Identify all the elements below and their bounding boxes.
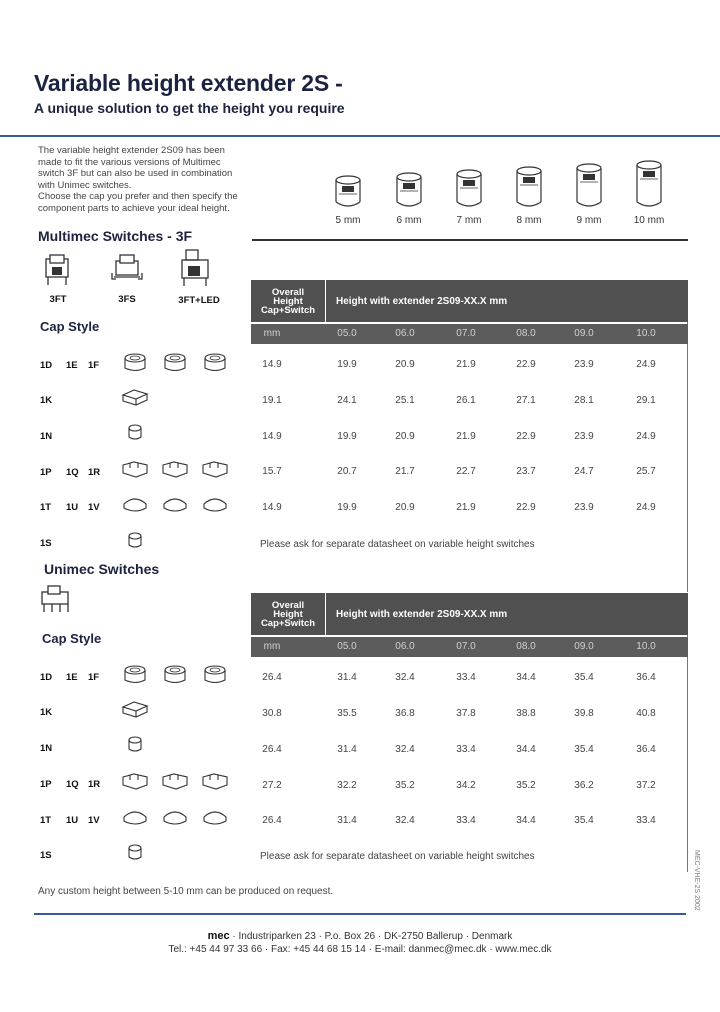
table-cell: 27.2 — [262, 780, 282, 791]
cap-code: 1E — [66, 360, 78, 371]
cap-code: 1E — [66, 672, 78, 683]
cap-icon — [200, 771, 230, 793]
unimec-switch — [36, 586, 76, 619]
table-note: Please ask for separate datasheet on variable height switches — [260, 539, 535, 550]
header-rule — [0, 135, 720, 137]
table-header-overall — [251, 593, 326, 635]
table-cell: 22.9 — [516, 502, 536, 513]
multimec-heading: Multimec Switches - 3F — [38, 228, 193, 244]
cap-code: 1V — [88, 502, 100, 513]
cap-code: 1T — [40, 502, 52, 513]
column-header: 10.0 — [636, 641, 656, 652]
column-header: 08.0 — [516, 328, 536, 339]
custom-height-note: Any custom height between 5-10 mm can be produced on request. — [38, 886, 334, 897]
table-cell: 26.1 — [456, 395, 476, 406]
footer-rule — [34, 913, 686, 915]
table-cell: 35.4 — [574, 672, 594, 683]
cap-code: 1V — [88, 815, 100, 826]
table-cell: 20.9 — [395, 431, 415, 442]
unimec-heading: Unimec Switches — [44, 561, 160, 577]
table-cell: 33.4 — [636, 815, 656, 826]
table-cell: 28.1 — [574, 395, 594, 406]
cap-icon — [160, 807, 190, 829]
intro-line: made to fit the various versions of Multimec — [38, 156, 221, 168]
table-cell: 23.9 — [574, 502, 594, 513]
table-cell: 29.1 — [636, 395, 656, 406]
extender-icon — [452, 170, 486, 216]
header-line: Cap+Switch — [260, 617, 316, 629]
cap-icon — [120, 352, 150, 374]
side-print: MEC-VHE-2S 2002 — [693, 850, 700, 911]
table-cell: 35.4 — [574, 815, 594, 826]
footer-brand: mec — [207, 930, 230, 942]
cap-icon — [120, 387, 150, 409]
table-cell: 19.1 — [262, 395, 282, 406]
table-cell: 15.7 — [262, 466, 282, 477]
extender-label: 5 mm — [335, 215, 361, 226]
table-cell: 23.9 — [574, 431, 594, 442]
table-cell: 31.4 — [337, 744, 357, 755]
table-cell: 24.7 — [574, 466, 594, 477]
cap-icon — [200, 664, 230, 686]
table-cell: 40.8 — [636, 708, 656, 719]
header-line: Height — [273, 608, 303, 620]
column-header: 05.0 — [337, 641, 357, 652]
table-cell: 35.2 — [395, 780, 415, 791]
page-title: Variable height extender 2S - — [34, 70, 343, 96]
cap-code: 1Q — [66, 467, 79, 478]
cap-icon — [160, 771, 190, 793]
table-cell: 32.4 — [395, 672, 415, 683]
table-cell: 24.9 — [636, 502, 656, 513]
cap-icon — [160, 494, 190, 516]
cap-code: 1N — [40, 431, 53, 442]
table-cell: 38.8 — [516, 708, 536, 719]
cap-icon — [120, 735, 150, 757]
intro-line: Choose the cap you prefer and then specify the — [38, 191, 238, 203]
table-cell: 34.2 — [456, 780, 476, 791]
table-cell: 24.9 — [636, 359, 656, 370]
switch-label: 3FS — [118, 294, 136, 305]
extender-icon — [572, 164, 606, 210]
table-cell: 25.7 — [636, 466, 656, 477]
page-subtitle: A unique solution to get the height you require — [34, 100, 345, 116]
cap-icon — [120, 842, 150, 864]
table-cell: 26.4 — [262, 744, 282, 755]
cap-code: 1T — [40, 815, 52, 826]
table-header-extender: Height with extender 2S09-XX.X mm — [326, 280, 688, 322]
cap-code: 1S — [40, 538, 52, 549]
table-cell: 14.9 — [262, 431, 282, 442]
cap-code: 1U — [66, 502, 79, 513]
table-cell: 25.1 — [395, 395, 415, 406]
table-cell: 20.9 — [395, 502, 415, 513]
intro-line: component parts to achieve your ideal height. — [38, 202, 230, 214]
table-cell: 20.9 — [395, 359, 415, 370]
table-cell: 34.4 — [516, 815, 536, 826]
header-line: Height — [273, 295, 303, 307]
cap-icon — [120, 771, 150, 793]
table-cell: 21.7 — [395, 466, 415, 477]
cap-icon — [120, 530, 150, 552]
table-cell: 26.4 — [262, 815, 282, 826]
cap-code: 1K — [40, 395, 53, 406]
switch-label: 3FT+LED — [178, 295, 220, 306]
cap-code: 1P — [40, 779, 52, 790]
table-cell: 39.8 — [574, 708, 594, 719]
table-cell: 22.9 — [516, 359, 536, 370]
cap-icon — [200, 494, 230, 516]
header-line: Overall — [271, 286, 305, 298]
switch-3ft-led-icon — [170, 248, 228, 288]
cap-code: 1F — [88, 672, 100, 683]
cap-code: 1R — [88, 467, 101, 478]
table-cell: 34.4 — [516, 744, 536, 755]
cap-code: 1U — [66, 815, 79, 826]
column-header: 08.0 — [516, 641, 536, 652]
header-line: Overall — [271, 599, 305, 611]
cap-code: 1S — [40, 850, 52, 861]
table-cell: 20.7 — [337, 466, 357, 477]
table-cell: 33.4 — [456, 815, 476, 826]
unimec-switch-icon — [36, 586, 76, 614]
table-cell: 24.1 — [337, 395, 357, 406]
table-cell: 22.9 — [516, 431, 536, 442]
table-cell: 33.4 — [456, 672, 476, 683]
extender-icon — [392, 173, 426, 219]
cap-icon — [200, 352, 230, 374]
table-cell: 35.5 — [337, 708, 357, 719]
column-header: 09.0 — [574, 328, 594, 339]
extender-label: 6 mm — [396, 215, 422, 226]
cap-style-heading: Cap Style — [42, 631, 102, 646]
cap-style-heading: Cap Style — [40, 319, 100, 334]
cap-code: 1R — [88, 779, 101, 790]
cap-code: 1N — [40, 743, 53, 754]
footer-contact: Tel.: +45 44 97 33 66 · Fax: +45 44 68 15 14 · E-mail: danmec@mec.dk · www.mec.dk — [168, 944, 552, 955]
cap-code: 1F — [88, 360, 100, 371]
intro-text — [38, 145, 278, 215]
cap-code: 1D — [40, 360, 53, 371]
cap-code: 1Q — [66, 779, 79, 790]
table-cell: 35.2 — [516, 780, 536, 791]
table-header-overall — [251, 280, 326, 322]
table-cell: 33.4 — [456, 744, 476, 755]
column-header: 07.0 — [456, 641, 476, 652]
table-cell: 24.9 — [636, 431, 656, 442]
table-cell: 19.9 — [337, 431, 357, 442]
table-cell: 35.4 — [574, 744, 594, 755]
column-header: 07.0 — [456, 328, 476, 339]
cap-icon — [120, 423, 150, 445]
extender-underline — [252, 239, 688, 241]
table-cell: 34.4 — [516, 672, 536, 683]
column-header: 09.0 — [574, 641, 594, 652]
table-cell: 22.7 — [456, 466, 476, 477]
cap-code: 1P — [40, 467, 52, 478]
switch-3ft-icon — [38, 255, 78, 287]
table-column-headers — [251, 324, 688, 344]
table-cell: 32.4 — [395, 815, 415, 826]
cap-code: 1K — [40, 707, 53, 718]
table-cell: 14.9 — [262, 359, 282, 370]
extender-label: 10 mm — [633, 215, 665, 226]
cap-icon — [120, 807, 150, 829]
column-header: 06.0 — [395, 641, 415, 652]
switch-3ft — [38, 255, 78, 303]
table-cell: 37.2 — [636, 780, 656, 791]
table-cell: 23.9 — [574, 359, 594, 370]
extender-label: 8 mm — [516, 215, 542, 226]
table-cell: 21.9 — [456, 502, 476, 513]
table-cell: 36.8 — [395, 708, 415, 719]
switch-3fs — [106, 255, 148, 303]
table-cell: 36.4 — [636, 672, 656, 683]
cap-icon — [120, 459, 150, 481]
column-header: 05.0 — [337, 328, 357, 339]
table-cell: 14.9 — [262, 502, 282, 513]
table-cell: 30.8 — [262, 708, 282, 719]
table-cell: 37.8 — [456, 708, 476, 719]
cap-icon — [160, 352, 190, 374]
table-note: Please ask for separate datasheet on variable height switches — [260, 851, 535, 862]
table-cell: 36.2 — [574, 780, 594, 791]
cap-icon — [200, 459, 230, 481]
table-column-headers — [251, 637, 688, 657]
footer-address-text: · Industriparken 23 · P.o. Box 26 · DK-2750 Ballerup · Denmark — [229, 931, 513, 942]
table-cell: 32.2 — [337, 780, 357, 791]
table-cell: 26.4 — [262, 672, 282, 683]
switch-3ft-led — [170, 248, 228, 306]
table-cell: 36.4 — [636, 744, 656, 755]
cap-icon — [200, 807, 230, 829]
column-header: mm — [263, 641, 281, 652]
table-cell: 27.1 — [516, 395, 536, 406]
table-cell: 31.4 — [337, 815, 357, 826]
cap-code: 1D — [40, 672, 53, 683]
table-cell: 19.9 — [337, 502, 357, 513]
cap-icon — [120, 664, 150, 686]
extender-icon — [512, 167, 546, 213]
header-line: Cap+Switch — [260, 304, 316, 316]
intro-line: switch 3F but can also be used in combination — [38, 168, 233, 180]
column-header: mm — [263, 328, 281, 339]
cap-icon — [160, 459, 190, 481]
cap-icon — [160, 664, 190, 686]
table-cell: 19.9 — [337, 359, 357, 370]
footer-address — [0, 930, 720, 942]
extender-label: 9 mm — [576, 215, 602, 226]
extender-label: 7 mm — [456, 215, 482, 226]
table-cell: 32.4 — [395, 744, 415, 755]
cap-icon — [120, 699, 150, 721]
table-cell: 21.9 — [456, 359, 476, 370]
cap-icon — [120, 494, 150, 516]
intro-line: The variable height extender 2S09 has been — [38, 145, 225, 156]
switch-label: 3FT — [49, 294, 67, 305]
column-header: 10.0 — [636, 328, 656, 339]
switch-3fs-icon — [106, 255, 148, 287]
table-cell: 31.4 — [337, 672, 357, 683]
extender-icon — [632, 161, 666, 207]
table-cell: 21.9 — [456, 431, 476, 442]
table-header-extender: Height with extender 2S09-XX.X mm — [326, 593, 688, 635]
column-header: 06.0 — [395, 328, 415, 339]
table-cell: 23.7 — [516, 466, 536, 477]
intro-line: with Unimec switches. — [38, 179, 132, 191]
